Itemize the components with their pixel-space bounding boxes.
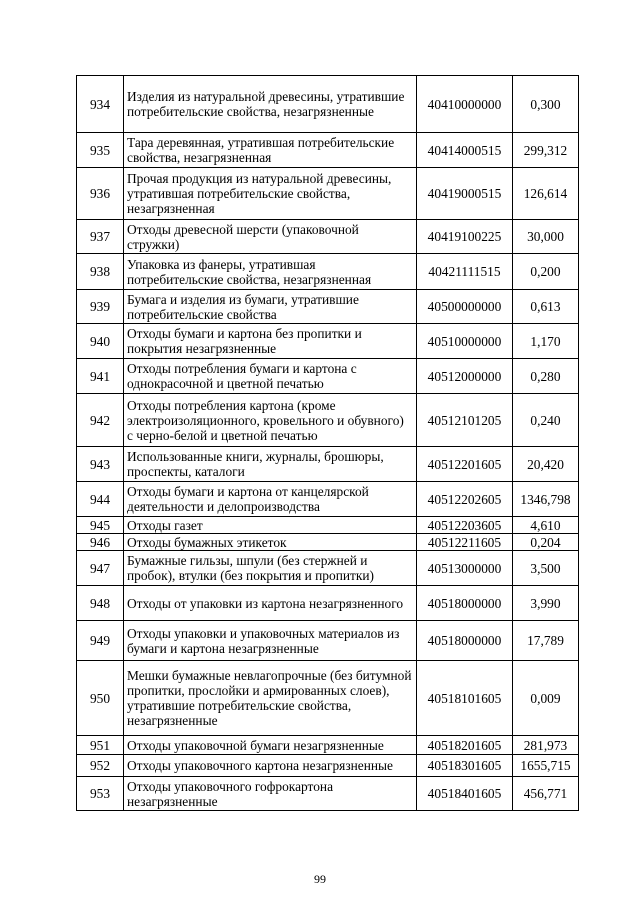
row-number: 936 (77, 168, 124, 220)
waste-name: Изделия из натуральной древесины, утратившие потребительские свойства, незагрязненные (124, 76, 417, 133)
waste-name: Отходы бумаги и картона от канцелярской деятельности и делопроизводства (124, 482, 417, 517)
row-number: 949 (77, 621, 124, 661)
waste-table (76, 75, 579, 811)
waste-code: 40512201605 (417, 447, 513, 482)
row-number: 935 (77, 133, 124, 168)
waste-amount: 0,009 (513, 661, 579, 736)
page-number: 99 (314, 872, 326, 886)
table-row (77, 324, 579, 359)
waste-code: 40510000000 (417, 324, 513, 359)
waste-amount: 0,300 (513, 76, 579, 133)
row-number: 950 (77, 661, 124, 736)
waste-name: Мешки бумажные невлагопрочные (без битумной пропитки, прослойки и армированных слоев), утратившие потребительские свойства, незагрязненные (124, 661, 417, 736)
row-number: 945 (77, 517, 124, 534)
waste-name: Отходы упаковки и упаковочных материалов из бумаги и картона незагрязненные (124, 621, 417, 661)
waste-name: Отходы упаковочной бумаги незагрязненные (124, 736, 417, 755)
waste-amount: 1346,798 (513, 482, 579, 517)
table-row (77, 133, 579, 168)
waste-code: 40512202605 (417, 482, 513, 517)
waste-code: 40518401605 (417, 777, 513, 811)
row-number: 952 (77, 755, 124, 777)
waste-name: Отходы потребления бумаги и картона с однокрасочной и цветной печатью (124, 359, 417, 394)
row-number: 938 (77, 254, 124, 290)
waste-amount: 0,204 (513, 534, 579, 551)
waste-name: Отходы упаковочного гофрокартона незагрязненные (124, 777, 417, 811)
table-row (77, 482, 579, 517)
table-row (77, 586, 579, 621)
row-number: 948 (77, 586, 124, 621)
waste-amount: 281,973 (513, 736, 579, 755)
waste-amount: 0,240 (513, 394, 579, 447)
row-number: 943 (77, 447, 124, 482)
waste-name: Упаковка из фанеры, утратившая потребительские свойства, незагрязненная (124, 254, 417, 290)
table-row (77, 621, 579, 661)
table-row (77, 359, 579, 394)
waste-code: 40512101205 (417, 394, 513, 447)
waste-code: 40518301605 (417, 755, 513, 777)
waste-amount: 3,990 (513, 586, 579, 621)
waste-name: Тара деревянная, утратившая потребительские свойства, незагрязненная (124, 133, 417, 168)
row-number: 940 (77, 324, 124, 359)
table-row (77, 755, 579, 777)
waste-amount: 0,613 (513, 290, 579, 324)
waste-code: 40518101605 (417, 661, 513, 736)
waste-amount: 0,280 (513, 359, 579, 394)
table-row (77, 447, 579, 482)
waste-code: 40512203605 (417, 517, 513, 534)
waste-amount: 17,789 (513, 621, 579, 661)
waste-amount: 1655,715 (513, 755, 579, 777)
waste-amount: 126,614 (513, 168, 579, 220)
table-row (77, 777, 579, 811)
waste-code: 40419000515 (417, 168, 513, 220)
table-row (77, 168, 579, 220)
row-number: 946 (77, 534, 124, 551)
waste-amount: 1,170 (513, 324, 579, 359)
waste-code: 40518000000 (417, 621, 513, 661)
waste-code: 40518201605 (417, 736, 513, 755)
waste-amount: 4,610 (513, 517, 579, 534)
row-number: 953 (77, 777, 124, 811)
table-row (77, 394, 579, 447)
table-row (77, 736, 579, 755)
waste-name: Отходы газет (124, 517, 417, 534)
waste-amount: 20,420 (513, 447, 579, 482)
waste-code: 40414000515 (417, 133, 513, 168)
table-row (77, 534, 579, 551)
waste-code: 40518000000 (417, 586, 513, 621)
waste-name: Прочая продукция из натуральной древесины, утратившая потребительские свойства, незагрязненная (124, 168, 417, 220)
waste-name: Отходы бумажных этикеток (124, 534, 417, 551)
waste-code: 40421111515 (417, 254, 513, 290)
waste-amount: 3,500 (513, 551, 579, 586)
waste-code: 40512000000 (417, 359, 513, 394)
waste-amount: 30,000 (513, 220, 579, 254)
waste-code: 40410000000 (417, 76, 513, 133)
row-number: 947 (77, 551, 124, 586)
waste-name: Бумажные гильзы, шпули (без стержней и пробок), втулки (без покрытия и пропитки) (124, 551, 417, 586)
row-number: 939 (77, 290, 124, 324)
waste-code: 40513000000 (417, 551, 513, 586)
row-number: 942 (77, 394, 124, 447)
row-number: 937 (77, 220, 124, 254)
waste-amount: 299,312 (513, 133, 579, 168)
table-row (77, 661, 579, 736)
row-number: 944 (77, 482, 124, 517)
table-row (77, 517, 579, 534)
row-number: 941 (77, 359, 124, 394)
waste-amount: 456,771 (513, 777, 579, 811)
waste-amount: 0,200 (513, 254, 579, 290)
row-number: 951 (77, 736, 124, 755)
waste-name: Отходы упаковочного картона незагрязненные (124, 755, 417, 777)
table-row (77, 76, 579, 133)
row-number: 934 (77, 76, 124, 133)
table-row (77, 220, 579, 254)
waste-name: Бумага и изделия из бумаги, утратившие потребительские свойства (124, 290, 417, 324)
waste-code: 40500000000 (417, 290, 513, 324)
waste-name: Отходы от упаковки из картона незагрязненного (124, 586, 417, 621)
waste-name: Отходы бумаги и картона без пропитки и покрытия незагрязненные (124, 324, 417, 359)
waste-code: 40419100225 (417, 220, 513, 254)
table-row (77, 254, 579, 290)
waste-name: Использованные книги, журналы, брошюры, проспекты, каталоги (124, 447, 417, 482)
table-row (77, 290, 579, 324)
table-row (77, 551, 579, 586)
waste-name: Отходы потребления картона (кроме электроизоляционного, кровельного и обувного) с черно-белой и цветной печатью (124, 394, 417, 447)
waste-name: Отходы древесной шерсти (упаковочной стружки) (124, 220, 417, 254)
waste-code: 40512211605 (417, 534, 513, 551)
